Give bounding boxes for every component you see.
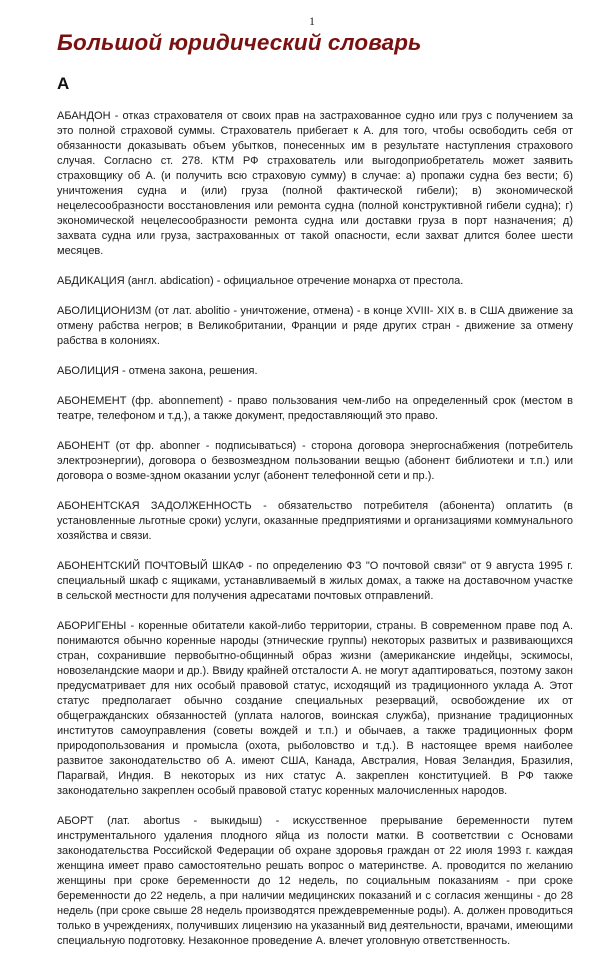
dictionary-entry-abandon: АБАНДОН - отказ страхователя от своих прав на застрахованное судно или груз с получением за это полной страховой суммы. Страхователь прибегает к А. для того, чтобы освободить себя от обязанности доказывать объем убытков, понесенных им в результате наступления страхового случая. Согласно ст. 278. КТМ РФ страхователь или выгодоприобретатель может заявить страховщику об А. (и получить всю страховую сумму) в случае: а) пропажи судна без вести; б) уничтожения судна и (или) груза (полной фактической гибели); в) экономической нецелесообразности восстановления или ремонта судна (полной конструктивной гибели судна); г) экономической нецелесообразности ремонта судна или доставки груза в порт назначения; д) захвата судна или груза, застрахованных от такой опасности, если захват длится более шести месяцев. [57,110,573,257]
section-letter-heading: А [57,74,70,93]
dictionary-entry-subscriber-debt: АБОНЕНТСКАЯ ЗАДОЛЖЕННОСТЬ - обязательство потребителя (абонента) оплатить (в установленные льготные сроки) услуги, оказанные предприятиями и организациями коммунального хозяйства и связи. [57,500,573,542]
page-number: 1 [309,14,315,28]
dictionary-entries [57,109,573,964]
document-title: Большой юридический словарь [57,30,422,55]
dictionary-entry-abolitionism: АБОЛИЦИОНИЗМ (от лат. abolitio - уничтожение, отмена) - в конце XVIII- XIX в. в США движение за отмену рабства негров; в Великобритании, Франции и ряде других стран - движение за отмену рабства в колониях. [57,305,573,347]
dictionary-entry-subscription: АБОНЕМЕНТ (фр. abonnement) - право пользования чем-либо на определенный срок (местом в театре, телефоном и т.д.), а также документ, предоставляющий это право. [57,395,573,422]
dictionary-entry-subscriber: АБОНЕНТ (от фр. abonner - подписываться) - сторона договора энергоснабжения (потребитель электроэнергии), договора о безвозмездном пользовании вещью (абонент библиотеки и т.п.) или договора о возме-здном оказании услуг (абонент телефонной сети и пр.). [57,440,573,482]
dictionary-entry-aborigines: АБОРИГЕНЫ - коренные обитатели какой-либо территории, страны. В современном праве под А. понимаются обычно коренные народы (этнические группы) некоторых развитых и развивающихся стран, сохранившие первобытно-общинный образ жизни (американские индейцы, эскимосы, новозеландские маори и др.). Ввиду крайней отсталости А. не могут адаптироваться, поэтому закон предусматривает для них особый правовой статус, исходящий из традиционного уклада А. Этот статус предполагает обычно создание специальных резерваций, освобождение их от общегражданских обязанностей (уплата налогов, воинская служба), признание традиционных институтов самоуправления (советы вождей и т.п.) и обычаев, а также традиционных форм природопользования и промысла (охота, рыболовство и т.д.). В настоящее время наиболее развитое законодательство об А. имеют США, Канада, Австралия, Новая Зеландия, Бразилия, Парагвай, Индия. В некоторых из них статус А. закреплен конституцией. В РФ также законодательно закреплен особый правовой статус коренных малочисленных народов. [57,620,573,797]
dictionary-entry-abortion: АБОРТ (лат. abortus - выкидыш) - искусственное прерывание беременности путем инструментального удаления плодного яйца из полости матки. В соответствии с Основами законодательства Российской Федерации об охране здоровья граждан от 22 июля 1993 г. каждая женщина имеет право самостоятельно решать вопрос о материнстве. А. проводится по желанию женщины при сроке беременности до 12 недель, по социальным показаниям - при сроке беременности до 22 недель, а при наличии медицинских показаний и с согласия женщины - до 28 недель (при сроке свыше 28 недель производятся преждевременные роды). А. должен проводиться только в учреждениях, получивших лицензию на указанный вид деятельности, врачами, имеющими специальную подготовку. Незаконное проведение А. влечет уголовную ответственность. [57,815,573,947]
dictionary-entry-postal-cabinet: АБОНЕНТСКИЙ ПОЧТОВЫЙ ШКАФ - по определению ФЗ "О почтовой связи" от 9 августа 1995 г. специальный шкаф с ящиками, устанавливаемый в жилых домах, а также на доставочном участке в сельской местности для получения адресатами почтовых отправлений. [57,560,573,602]
dictionary-entry-abdication: АБДИКАЦИЯ (англ. abdication) - официальное отречение монарха от престола. [57,275,464,287]
dictionary-entry-abolition: АБОЛИЦИЯ - отмена закона, решения. [57,365,258,377]
